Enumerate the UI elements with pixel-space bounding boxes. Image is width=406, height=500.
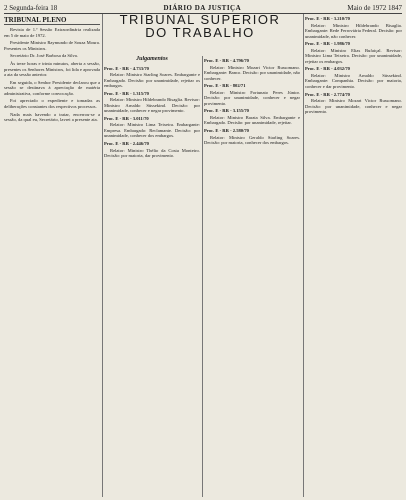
paragraph: Foi apreciado o expediente e tomadas as deliberações constantes dos respectivos processos. xyxy=(4,98,100,109)
paragraph: Relator: Ministro Geraldo Starling Soares. Decisão: por maioria, conhecer dos embargos. xyxy=(204,134,300,146)
banner-line-2: DO TRABALHO xyxy=(145,25,255,40)
column-divider xyxy=(102,14,103,497)
process-number: Proc. E - RR - 3.011/70 xyxy=(104,115,149,121)
paragraph: Secretário Dr. José Barbosa da Silva. xyxy=(10,53,78,59)
text-column-3 xyxy=(204,56,300,498)
process-number: Proc. E - RR - 4.796/70 xyxy=(204,58,249,63)
section-banner xyxy=(110,13,290,39)
process-number: Proc. E - RR - 802/71 xyxy=(204,83,246,89)
paragraph: Relator: Ministro Barata Silva. Embargante e Embargado. Decisão: por unanimidade, rejeitar. xyxy=(204,114,300,126)
process-number: Proc. E - RR - 1.315/70 xyxy=(104,90,149,96)
process-number: Proc. E - RR - 2.580/70 xyxy=(204,128,249,134)
paragraph: Nada mais havendo a tratar, encerrou-se a sessão, da qual eu, Secretário, lavrei a presente ata. xyxy=(4,111,100,123)
process-number: Proc. E - RR - 3.155/70 xyxy=(204,108,249,114)
paragraph: Relator: Ministro Fortunato Peres Júnior. Decisão: por unanimidade, conhecer e negar provimento. xyxy=(204,89,300,106)
paragraph: Relator: Ministro Hildebrando Bisaglia. Revisor: Ministro Arnaldo Süssekind. Decisão: por unanimidade, conhecer e negar provimento. xyxy=(104,97,200,114)
process-number: Proc. E - RR - 4.032/70 xyxy=(305,66,350,72)
process-number: Proc. E - RR - 4.733/70 xyxy=(104,65,149,71)
process-number: Proc. E - RR - 2.774/70 xyxy=(305,91,350,97)
column-divider xyxy=(303,14,304,497)
process-number: Proc. E - RR - 1.986/70 xyxy=(305,41,350,47)
text-column-4 xyxy=(305,14,402,498)
paragraph: Às treze horas e trinta minutos, aberta a sessão, presentes os Senhores Ministros, foi lida e aprovada a ata da sessão anterior. xyxy=(4,61,100,78)
section-heading: TRIBUNAL PLENO xyxy=(4,16,100,25)
paragraph: Em seguida, o Senhor Presidente declarou que a sessão se destinava à apreciação de matéria administrativa, conforme convocação. xyxy=(4,79,100,96)
paragraph: Relator: Ministro Hildebrando Bisaglia. Embargante: Rede Ferroviária Federal. Decisão: por unanimidade, não conhecer. xyxy=(305,22,402,39)
paragraph: Presidente Ministro Raymundo de Souza Moura. Presentes os Ministros. xyxy=(4,40,100,51)
paragraph: Relator: Ministro Elias Bufaiçal. Revisor: Ministro Lima Teixeira. Decisão: por unanimidade, rejeitar os embargos. xyxy=(305,47,402,64)
header-date-left: 2 Segunda-feira 18 xyxy=(4,3,58,12)
header-publication-title: DIÁRIO DA JUSTIÇA xyxy=(163,3,242,12)
process-number: Proc. E - RR - 2.446/70 xyxy=(104,141,149,147)
text-column-2 xyxy=(104,56,200,498)
paragraph: Relator: Ministro Arnaldo Süssekind. Embargante: Companhia. Decisão: por maioria, conhecer e dar provimento. xyxy=(305,72,402,89)
text-column-1 xyxy=(4,14,100,498)
process-number: Proc. E - RR - 3.210/70 xyxy=(305,16,350,21)
subsection-heading: Julgamentos xyxy=(136,56,168,62)
paragraph: Relator: Ministro Thélio da Costa Monteiro. Decisão: por maioria, dar provimento. xyxy=(104,147,200,159)
banner-line-1: TRIBUNAL SUPERIOR xyxy=(119,12,281,27)
paragraph: Relator: Ministro Mozart Victor Russomano. Embargante: Banco. Decisão: por unanimidade, não conhecer. xyxy=(204,64,300,81)
paragraph: Relator: Ministro Lima Teixeira. Embargante: Empresa. Embargado: Reclamante. Decisão: por unanimidade, conhecer dos embargos. xyxy=(104,122,200,139)
paragraph: Relator: Ministro Mozart Victor Russomano. Decisão: por unanimidade, conhecer e negar provimento. xyxy=(305,98,402,115)
column-divider xyxy=(202,56,203,497)
paragraph: Revista de 1.ª Sessão Extraordinária realizada em 5 de maio de 1972. xyxy=(4,27,100,38)
header-date-right: Maio de 1972 1847 xyxy=(347,3,402,12)
paragraph: Relator: Ministro Starling Soares. Embargante e Embargado. Decisão: por unanimidade, rejeitar os embargos. xyxy=(104,72,200,88)
